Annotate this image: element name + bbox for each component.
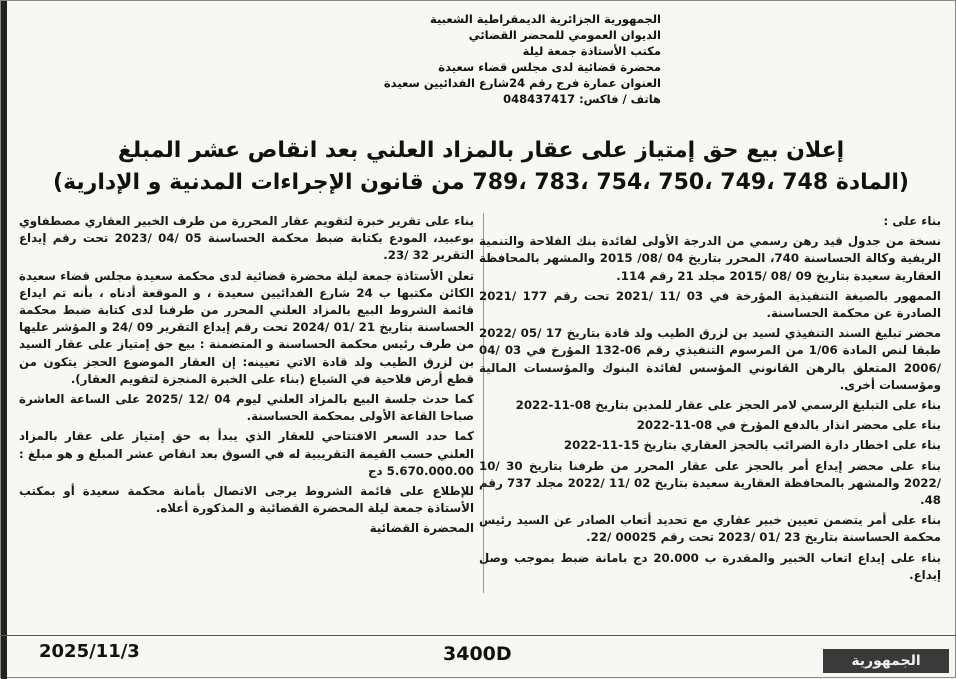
paragraph: بناء على : [883, 214, 941, 228]
paragraph: الممهور بالصيغة التنفيذية المؤرخة في 03 /11 /2021 تحت رقم 177 /2021 الصادرة عن محكمة الحساسنة. [479, 288, 941, 321]
ad-code: 3400D [443, 643, 512, 665]
header-line: العنوان عمارة فرج رقم 24شارع الفدائيين سعيدة [383, 76, 661, 90]
paragraph: بناء على أمر يتضمن تعيين خبير عقاري مع تحديد أتعاب الصادر عن السيد رئيس محكمة الحساسنة بتاريخ 23 /01 /2023 تحت رقم 00025 /22. [479, 513, 941, 545]
paragraph: بناء على محضر انذار بالدفع المؤرخ في 08-11-2022 [636, 418, 941, 433]
title-line-2: (المادة 748 ،749 ،750 ،754 ،783 ،789 من قانون الإجراءات المدنية و الإدارية) [53, 170, 909, 195]
paragraph: بناء على محضر إيداع أمر بالحجز على عقار المحرر من طرفنا بتاريخ 30 /10 /2022 والمشهر بالمحافظة العقارية سعيدة بتاريخ 02 /11 /2022 مجلد 737 رقم 48. [479, 458, 942, 508]
header-line: مكتب الأستاذة جمعة ليلة [522, 44, 661, 58]
newspaper-logo: الجمهورية [823, 649, 949, 673]
paragraph: بناء على إيداع اتعاب الخبير والمقدرة ب 20.000 دج بامانة ضبط بموجب وصل إيداع. [479, 550, 941, 582]
header-line: الجمهورية الجزائرية الديمقراطية الشعبية [429, 12, 661, 26]
paragraph: بناء على اخطار دارة الضرائب بالحجز العقاري بتاريخ 15-11-2022 [563, 438, 941, 453]
office-header [301, 11, 661, 107]
paragraph: للإطلاع على قائمة الشروط يرجى الاتصال بأمانة محكمة سعيدة أو بمكتب الأستاذة جمعة ليلة المحضرة القضائية و المذكورة أعلاه. [19, 484, 474, 516]
paragraph: تعلن الأستاذة جمعة ليلة محضرة قضائية لدى محكمة سعيدة مجلس قضاء سعيدة الكائن مكتبها ب 24 شارع الفدائيين سعيدة ، و الموقعة أدناه ، بأنه تم ايداع قائمة الشروط البيع بالمزاد العلني المحرر من طرفنا لدى كتابة ضبط محكمة الحساسنة بتاريخ 21 /01 /2024 تحت رقم إيداع التقرير 09 /24 و المؤشر عليها من طرف رئيس محكمة الحساسنة و المتضمنة : بيع حق إمتياز على عقار السيد بن لزرق الطيب ولد قادة الاتي تعيينه: إن العقار الموضوع الحجز يتكون من قطع أرض فلاحية في الشياع (بناء على الخبرة المنجزة لتقويم العقار). [19, 268, 475, 386]
paragraph: محضر تبليغ السند التنفيذي لسيد بن لزرق الطيب ولد قادة بتاريخ 17 /05 /2022 طبقا لنص المادة 1/06 من المرسوم التنفيذي رقم 06-132 المؤرخ في 03 /04 /2006 المتعلق بالرهن القانوني المؤسس لفائدة البنوك والمؤسسات المالية ومؤسسات أخرى. [479, 326, 942, 392]
paragraph: كما حدث جلسة البيع بالمزاد العلني ليوم 04 /12 /2025 على الساعة العاشرة صباحا القاعة الأولى بمحكمة الحساسنة. [19, 392, 474, 424]
paragraph: بناء على تقرير خبرة لتقويم عقار المحررة من طرف الخبير العقاري مصطفاوي بوعبيد، المودع بكتابة ضبط محكمة الحساسنة 05 /04 /2023 تحت رقم إيداع التقرير 32 /23. [19, 214, 474, 263]
paragraph: كما حدد السعر الافتتاحي للعقار الذي يبدأ به حق إمتياز على عقار بالمزاد العلني حسب القيمة التقريبية له في السوق بعد انقاص عشر المبلغ و هو مبلغ : 5.670.000.00 دج [19, 429, 474, 478]
left-column [19, 213, 474, 541]
signature: المحضرة القضائية [369, 521, 474, 536]
title-line-1: إعلان بيع حق إمتياز على عقار بالمزاد العلني بعد انقاص عشر المبلغ [117, 138, 845, 163]
scan-edge [1, 1, 7, 679]
announcement-title [31, 135, 931, 199]
paragraph: نسخة من جدول قيد رهن رسمي من الدرجة الأولى لفائدة بنك الفلاحة والتنمية الريفية وكالة الحساسنة 740، المحرر بتاريخ 04 /08/ 2015 والمشهر بالمحافظة العقارية سعيدة بتاريخ 09 /08 /2015 مجلد 21 رقم 114. [479, 234, 942, 283]
paragraph: بناء على التبليغ الرسمي لامر الحجز على عقار للمدين بتاريخ 08-11-2022 [515, 398, 941, 413]
header-line: محضرة قضائية لدى مجلس قضاء سعيدة [438, 60, 661, 74]
right-column [479, 213, 941, 587]
publication-date: 2025/11/3 [39, 641, 140, 662]
footer-rule [1, 635, 956, 636]
header-line: هاتف / فاكس: 048437417 [503, 92, 661, 106]
header-line: الديوان العمومي للمحضر القضائي [468, 28, 661, 42]
